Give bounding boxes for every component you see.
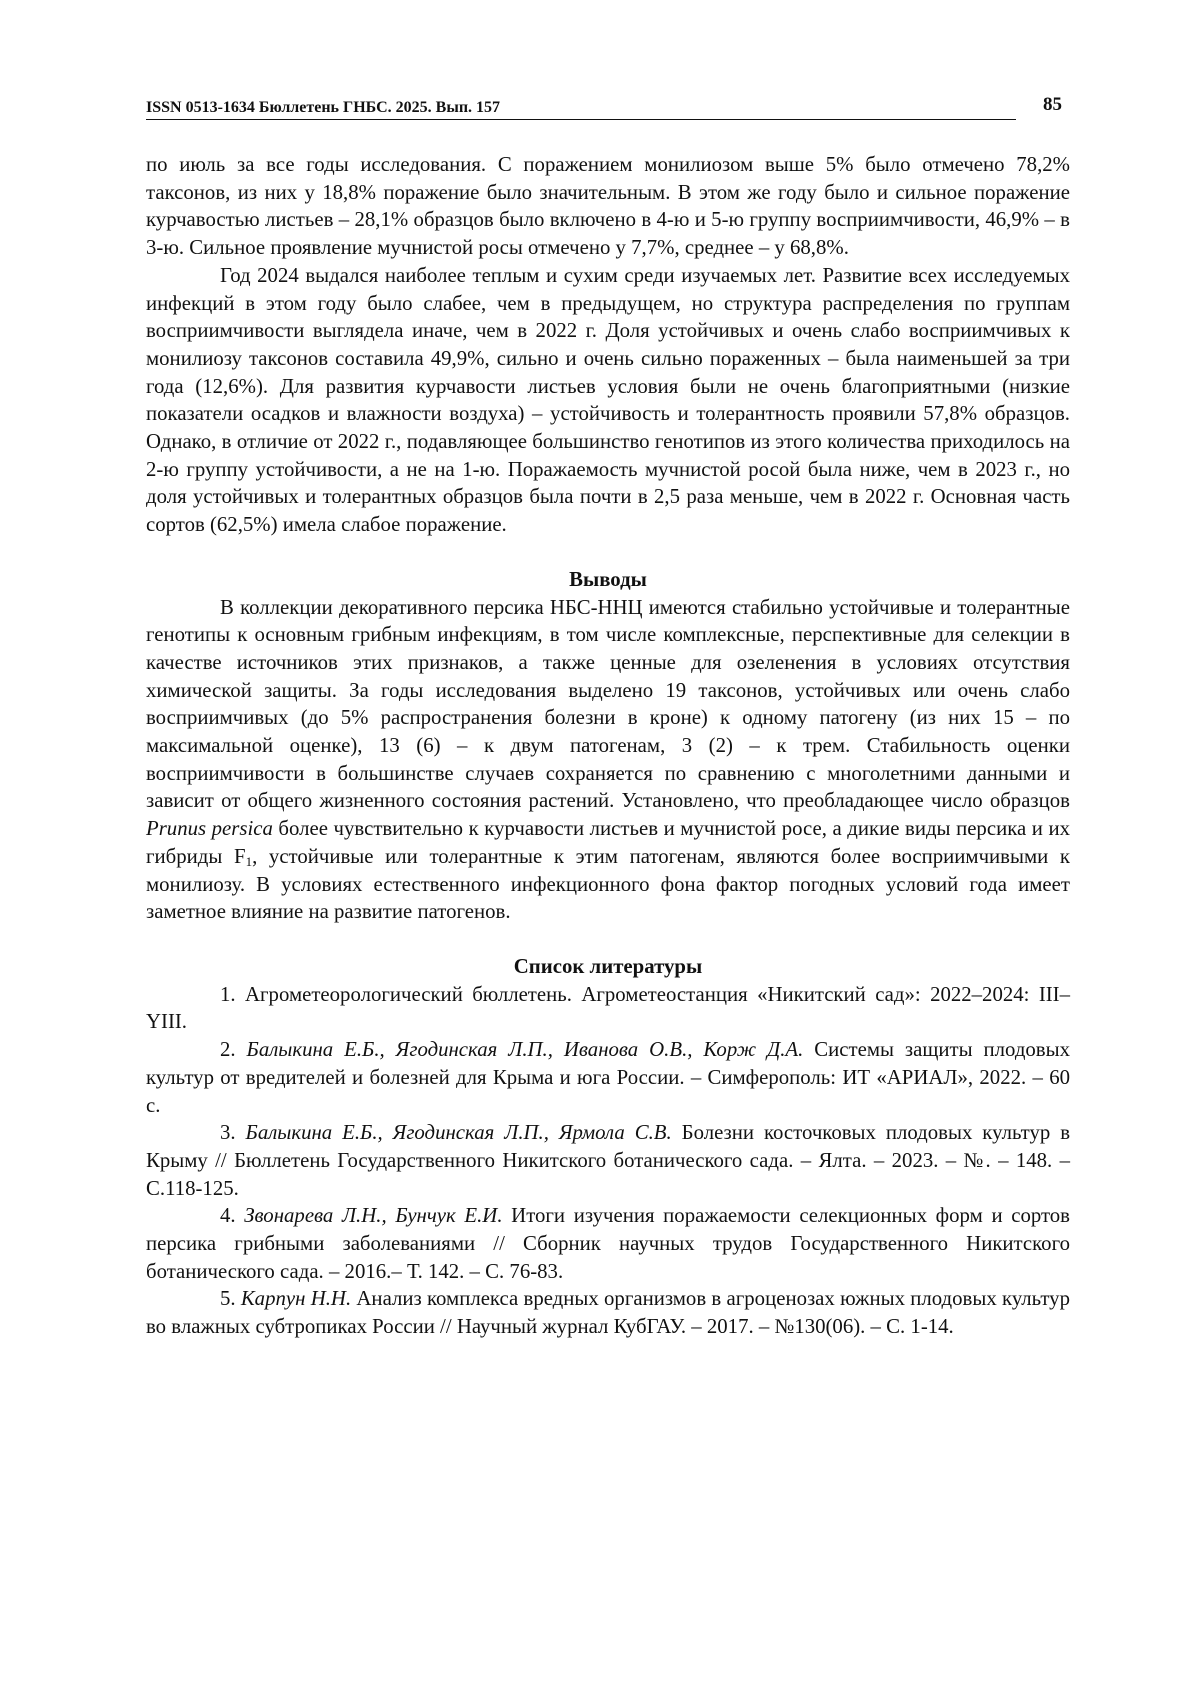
- reference-item: [146, 1119, 1070, 1202]
- reference-number: 3.: [220, 1121, 246, 1145]
- reference-item: [146, 981, 1070, 1036]
- journal-title: ISSN 0513-1634 Бюллетень ГНБС. 2025. Вып. 157: [146, 98, 1016, 120]
- article-body: [146, 151, 1070, 1341]
- reference-text: Анализ комплекса вредных организмов в агроценозах южных плодовых культур во влажных субтропиках России // Научный журнал КубГАУ. – 2017. – №130(06). – С. 1-14.: [146, 1287, 1070, 1339]
- conclusions-heading: Выводы: [569, 567, 647, 591]
- reference-authors: Звонарева Л.Н., Бунчук Е.И.: [244, 1204, 503, 1228]
- conclusions-text-1: В коллекции декоративного персика НБС-ННЦ имеются стабильно устойчивые и толерантные генотипы к основным грибным инфекциям, в том числе комплексные, перспективные для селекции в качестве источников этих признаков, а также ценные для озеленения в условиях отсутствия химической защиты. За годы исследования выделено 19 таксонов, устойчивых или очень слабо восприимчивых (до 5% распространения болезни в кроне) к одному патогену (из них 15 – по максимальной оценке), 13 (6) – к двум патогенам, 3 (2) – к трем. Стабильность оценки восприимчивости в большинстве случаев сохраняется по сравнению с многолетними данными и зависит от общего жизненного состояния растений. Установлено, что преобладающее число образцов: [146, 595, 1070, 813]
- species-name: Prunus persica: [146, 817, 273, 841]
- reference-authors: Карпун Н.Н.: [240, 1287, 352, 1311]
- reference-number: 4.: [220, 1204, 245, 1228]
- paragraph-2024-results: Год 2024 выдался наиболее теплым и сухим среди изучаемых лет. Развитие всех исследуемых инфекций в этом году было слабее, чем в предыдущем, но структура распределения по группам восприимчивости выглядела иначе, чем в 2022 г. Доля устойчивых и очень слабо восприимчивых к монилиозу таксонов составила 49,9%, сильно и очень сильно пораженных – была наименьшей за три года (12,6%). Для развития курчавости листьев условия были не очень благоприятными (низкие показатели осадков и влажности воздуха) – устойчивость и толерантность проявили 57,8% образцов. Однако, в отличие от 2022 г., подавляющее большинство генотипов из этого количества приходилось на 2-ю группу устойчивости, а не на 1-ю. Поражаемость мучнистой росой была ниже, чем в 2023 г., но доля устойчивых и толерантных образцов была почти в 2,5 раза меньше, чем в 2022 г. Основная часть сортов (62,5%) имела слабое поражение.: [146, 263, 1070, 537]
- reference-item: [146, 1036, 1070, 1119]
- reference-item: [146, 1202, 1070, 1285]
- reference-number: 5.: [220, 1287, 241, 1311]
- reference-number: 1.: [220, 982, 245, 1006]
- reference-number: 2.: [220, 1038, 247, 1062]
- page-number: 85: [1043, 94, 1062, 115]
- conclusions-paragraph: [146, 594, 1070, 926]
- hybrid-subscript: 1: [245, 853, 253, 869]
- reference-item: [146, 1285, 1070, 1340]
- paragraph-2023-results: по июль за все годы исследования. С поражением монилиозом выше 5% было отмечено 78,2% таксонов, из них у 18,8% поражение было значительным. В этом же году было и сильное поражение курчавостью листьев – 28,1% образцов было включено в 4-ю и 5-ю группу восприимчивости, 46,9% – в 3-ю. Сильное проявление мучнистой росы отмечено у 7,7%, среднее – у 68,8%.: [146, 153, 1070, 260]
- conclusions-text-2: более чувствительно к курчавости листьев и мучнистой росе, а дикие виды персика и их гибриды F: [146, 817, 1070, 868]
- references-heading: Список литературы: [513, 954, 703, 978]
- reference-authors: Балыкина Е.Б., Ягодинская Л.П., Иванова О.В., Корж Д.А.: [246, 1038, 804, 1062]
- reference-text: Болезни косточковых плодовых культур в Крыму // Бюллетень Государственного Никитского ботанического сада. – Ялта. – 2023. – №. – 148. – С.118-125.: [146, 1121, 1071, 1200]
- running-header: [146, 94, 1062, 120]
- reference-text: Системы защиты плодовых культур от вредителей и болезней для Крыма и юга России. – Симферополь: ИТ «АРИАЛ», 2022. – 60 с.: [146, 1038, 1070, 1117]
- reference-authors: Балыкина Е.Б., Ягодинская Л.П., Ярмола С.В.: [245, 1121, 672, 1145]
- reference-text: Итоги изучения поражаемости селекционных форм и сортов персика грибными заболеваниями // Сборник научных трудов Государственного Никитского ботанического сада. – 2016.– Т. 142. – С. 76-83.: [146, 1204, 1071, 1283]
- reference-text: Агрометеорологический бюллетень. Агрометеостанция «Никитский сад»: 2022–2024: III–YIII.: [146, 982, 1071, 1034]
- conclusions-text-3: , устойчивые или толерантные к этим патогенам, являются более восприимчивыми к монилиозу. В условиях естественного инфекционного фона фактор погодных условий года имеет заметное влияние на развитие патогенов.: [146, 844, 1071, 924]
